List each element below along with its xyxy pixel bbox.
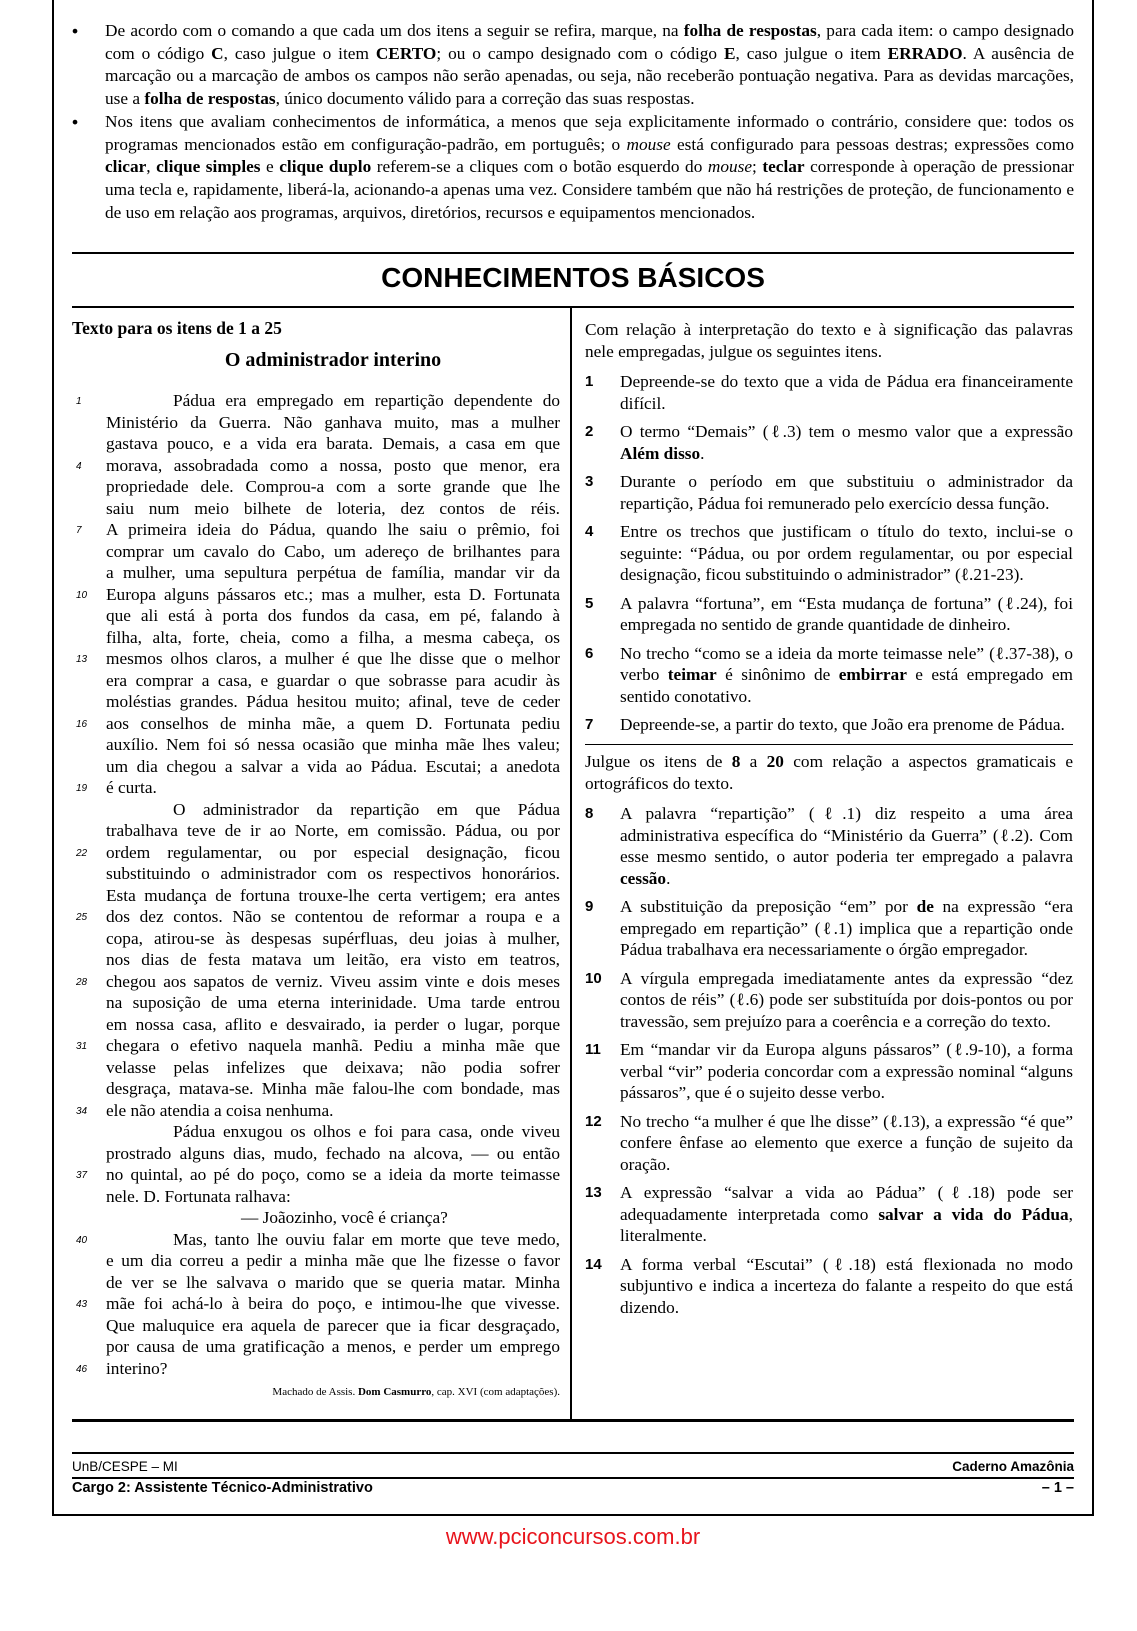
line-text: Pádua era empregado em repartição dependente do xyxy=(173,391,560,410)
text-run: No trecho “a mulher é que lhe disse” (ℓ.13), a expressão “é que” confere ênfase ao elemento que exerce a função de sujeito da oração. xyxy=(620,1111,1073,1174)
line-number: 43 xyxy=(76,1299,88,1310)
question-text xyxy=(620,1039,1073,1104)
line-text: e um dia correu a pedir a minha mãe que lhe fizesse o favor xyxy=(106,1251,560,1270)
divider xyxy=(72,1452,1074,1454)
question-text xyxy=(620,896,1073,961)
question-text xyxy=(620,593,1073,636)
footer-booklet: Caderno Amazônia xyxy=(952,1459,1074,1474)
line-text: Pádua enxugou os olhos e foi para casa, onde viveu xyxy=(173,1122,560,1141)
bold-text: clicar xyxy=(105,157,147,177)
line-text: na suposição de uma eterna interinidade. Uma tarde entrou xyxy=(106,993,560,1012)
bold-text: Dom Casmurro xyxy=(357,1386,432,1398)
footer-row xyxy=(72,1480,1074,1496)
line-number: 31 xyxy=(76,1041,88,1052)
question-text xyxy=(620,714,1073,736)
bold-text: 20 xyxy=(766,752,784,771)
passage-line xyxy=(72,1207,560,1229)
text-run: Julgue os itens de xyxy=(585,752,732,771)
question-number: 3 xyxy=(585,473,594,490)
passage-text xyxy=(72,390,560,1379)
bold-text: 8 xyxy=(731,752,741,771)
section-title: CONHECIMENTOS BÁSICOS xyxy=(381,262,765,293)
line-number: 16 xyxy=(76,718,88,730)
text-run: Entre os trechos que justificam o título do texto, inclui-se o seguinte: “Pádua, ou por ordem regulamentar, ou por especial designação, ficou substituindo o administrador” (ℓ.21-23). xyxy=(620,522,1073,584)
passage-line xyxy=(72,584,560,606)
line-text: O administrador da repartição em que Pádua xyxy=(173,799,560,819)
passage-source xyxy=(272,1386,560,1398)
passage-line xyxy=(72,1229,560,1251)
question-item xyxy=(585,896,1073,961)
passage-line xyxy=(72,906,560,928)
text-run: Machado de Assis. xyxy=(272,1386,358,1398)
passage-line xyxy=(72,476,560,498)
question-text xyxy=(620,421,1073,464)
passage-line xyxy=(72,1358,560,1380)
text-run: . xyxy=(700,443,705,463)
bold-text: folha de respostas xyxy=(683,21,817,40)
passage-line xyxy=(72,971,560,993)
line-text: Ministério da Guerra. Não ganhava muito, mas a mulher xyxy=(106,412,560,432)
line-number: 37 xyxy=(76,1170,88,1181)
question-number: 12 xyxy=(585,1112,602,1130)
question-text xyxy=(620,1182,1073,1247)
line-text: morava, assobradada como a nossa, posto que menor, era xyxy=(106,455,560,475)
question-number: 13 xyxy=(585,1184,602,1201)
line-text: chegou aos sapatos de verniz. Viveu assim vinte e dois meses xyxy=(106,971,560,991)
question-item xyxy=(585,1111,1073,1176)
question-number: 14 xyxy=(585,1255,602,1273)
text-run: com relação a aspectos gramaticais e ortográficos do texto. xyxy=(585,752,1073,793)
question-item xyxy=(585,1254,1073,1319)
text-run: a xyxy=(740,752,767,771)
bold-text: salvar a vida do Pádua xyxy=(878,1204,1069,1224)
divider xyxy=(72,1419,1074,1422)
question-number: 7 xyxy=(585,716,594,733)
question-text xyxy=(620,803,1073,889)
text-run: No trecho “como se a ideia da morte teimasse nele” (ℓ.37-38), o verbo xyxy=(620,643,1073,684)
passage-line xyxy=(72,691,560,713)
divider xyxy=(72,306,1074,308)
question-item xyxy=(585,1182,1073,1247)
line-number: 22 xyxy=(76,847,88,859)
text-run: e xyxy=(260,157,280,177)
passage-line xyxy=(72,1100,560,1122)
line-text: Europa alguns pássaros etc.; mas a mulher, esta D. Fortunata xyxy=(106,584,560,604)
line-text: copa, atirou-se às despesas supérfluas, deu joias à mulher, xyxy=(106,928,560,948)
text-run: A forma verbal “Escutai” (ℓ.18) está flexionada no modo subjuntivo e indica a incerteza do falante a respeito do que está dizendo. xyxy=(620,1254,1073,1317)
text-run: , xyxy=(146,157,157,177)
passage-line xyxy=(72,1272,560,1294)
passage-line xyxy=(72,1057,560,1079)
line-number: 46 xyxy=(76,1363,88,1375)
passage-line xyxy=(72,519,560,541)
bold-text: teclar xyxy=(762,157,805,177)
question-item xyxy=(585,421,1073,464)
question-item xyxy=(585,714,1073,736)
bold-text: C xyxy=(211,43,224,63)
line-number: 4 xyxy=(76,460,82,472)
passage-line xyxy=(72,498,560,520)
text-run: A substituição da preposição “em” por xyxy=(620,897,917,916)
question-number: 2 xyxy=(585,423,594,440)
bold-text: folha de respostas xyxy=(144,89,276,109)
text-run: , para cada item: o campo designado com o código xyxy=(105,21,1074,63)
text-run: Depreende-se do texto que a vida de Pádua era financeiramente difícil. xyxy=(620,372,1073,413)
bold-text: embirrar xyxy=(838,665,907,684)
bold-text: cessão xyxy=(620,868,667,888)
line-number: 28 xyxy=(76,976,88,988)
line-text: velasse pelas infelizes que deixava; não podia sofrer xyxy=(106,1057,560,1077)
text-run: O termo “Demais” (ℓ.3) tem o mesmo valor que a expressão xyxy=(620,422,1073,441)
passage-column xyxy=(72,318,560,1398)
column-divider xyxy=(570,308,572,1420)
text-run: , cap. XVI (com adaptações). xyxy=(431,1386,560,1398)
question-text xyxy=(620,371,1073,414)
passage-line xyxy=(72,605,560,627)
question-item xyxy=(585,471,1073,514)
italic-text: mouse xyxy=(626,134,671,154)
line-text: dos dez contos. Não se contentou de reformar a roupa e a xyxy=(106,907,560,926)
question-item xyxy=(585,371,1073,414)
text-run: , literalmente. xyxy=(620,1204,1073,1245)
line-text: no quintal, ao pé do poço, como se a ideia da morte teimasse xyxy=(106,1165,560,1184)
line-text: mesmos olhos claros, a mulher é que lhe disse que o melhor xyxy=(106,649,560,668)
passage-line xyxy=(72,1121,560,1143)
bullet-icon: • xyxy=(72,21,79,41)
text-run: De acordo com o comando a que cada um dos itens a seguir se refira, marque, na xyxy=(105,21,684,40)
line-text: de ver se lhe salvava o marido que se queria matar. Minha xyxy=(106,1272,560,1292)
text-run: está configurado para pessoas destras; expressões como xyxy=(670,134,1074,154)
line-text: gastava pouco, e a vida era barata. Demais, a casa em que xyxy=(106,434,560,453)
text-run: A expressão “salvar a vida ao Pádua” (ℓ.18) pode ser adequadamente interpretada como xyxy=(620,1183,1073,1224)
line-text: a mulher, uma sepultura perpétua de família, mandar vir da xyxy=(106,563,560,582)
line-text: era comprar a casa, e guardar o que sobrasse para acudir às xyxy=(106,670,560,690)
passage-title: O administrador interino xyxy=(224,349,442,371)
divider xyxy=(72,1477,1074,1479)
question-item xyxy=(585,593,1073,636)
footer-page-number: – 1 – xyxy=(1041,1480,1074,1496)
text-run: , único documento válido para a correção das suas respostas. xyxy=(275,89,695,109)
line-text: prostrado alguns dias, mudo, fechado na alcova, — ou então xyxy=(106,1143,560,1163)
text-run: Durante o período em que substituiu o administrador da repartição, Pádua foi remunerado pelo exercício dessa função. xyxy=(620,472,1073,513)
passage-line xyxy=(72,670,560,692)
passage-line xyxy=(72,1186,560,1208)
line-text: comprar um cavalo do Cabo, um adereço de brilhantes para xyxy=(106,541,560,561)
question-text xyxy=(620,1254,1073,1319)
bold-text: clique simples xyxy=(156,157,261,177)
line-text: por causa de uma gratificação a menos, e perder um emprego xyxy=(106,1337,560,1356)
instruction-item xyxy=(72,20,1074,111)
footer-position: Cargo 2: Assistente Técnico-Administrativo xyxy=(72,1480,373,1496)
text-run: corresponde à operação de pressionar uma tecla e, rapidamente, liberá-la, acionando-a apenas uma vez. Considere também que não há restrições de proteção, de funcionamento e de uso em relação aos programas, arquivos, diretórios, recursos e equipamentos mencionados. xyxy=(105,157,1074,222)
line-text: moléstias grandes. Pádua hesitou muito; afinal, teve de ceder xyxy=(106,692,560,711)
passage-line xyxy=(72,1078,560,1100)
line-text: em nossa casa, aflito e desvairado, ia perder o lugar, porque xyxy=(106,1014,560,1034)
passage-line xyxy=(72,1315,560,1337)
instruction-item xyxy=(72,111,1074,225)
question-number: 1 xyxy=(585,373,594,390)
line-number: 1 xyxy=(76,396,82,407)
passage-line xyxy=(72,562,560,584)
bold-text: E xyxy=(723,43,736,63)
passage-line xyxy=(72,648,560,670)
instructions xyxy=(72,20,1074,224)
text-run: ; ou o campo designado com o código xyxy=(436,43,724,63)
question-text xyxy=(620,471,1073,514)
passage-line xyxy=(72,885,560,907)
line-text: ordem regulamentar, ou por especial designação, ficou xyxy=(106,842,560,862)
line-text: interino? xyxy=(106,1358,168,1378)
question-item xyxy=(585,803,1073,889)
line-number: 40 xyxy=(76,1234,88,1246)
line-text: trabalhava teve de ir ao Norte, em comissão. Pádua, ou por xyxy=(106,821,560,840)
passage-line xyxy=(72,1293,560,1315)
passage-line xyxy=(72,541,560,563)
line-text: um dia chegou a salvar a vida ao Pádua. Escutai; a anedota xyxy=(106,756,560,776)
passage-line xyxy=(72,820,560,842)
text-run: A palavra “repartição” (ℓ.1) diz respeito a uma área administrativa específica do “Ministério da Guerra” (ℓ.2). Com esse mesmo sentido, o autor poderia ter empregado a palavra xyxy=(620,804,1073,866)
text-run: e está empregado em sentido conotativo. xyxy=(620,665,1073,706)
text-run: Depreende-se, a partir do texto, que João era prenome de Pádua. xyxy=(620,715,1065,734)
questions-intro: Com relação à interpretação do texto e à significação das palavras nele empregadas, julgue os seguintes itens. xyxy=(585,320,1073,361)
passage-line xyxy=(72,756,560,778)
line-number: 7 xyxy=(76,525,82,536)
passage-line xyxy=(72,713,560,735)
question-number: 10 xyxy=(585,969,602,987)
website-link[interactable]: www.pciconcursos.com.br xyxy=(445,1524,701,1549)
text-run: referem-se a cliques com o botão esquerdo do xyxy=(371,157,708,177)
bold-text: teimar xyxy=(667,665,717,684)
text-run: é sinônimo de xyxy=(716,665,839,684)
text-run: Em “mandar vir da Europa alguns pássaros” (ℓ.9-10), a forma verbal “vir” poderia concordar com a expressão nominal “alguns pássaros”, que é o sujeito desse verbo. xyxy=(620,1040,1073,1102)
line-text: aos conselhos de minha mãe, a quem D. Fortunata pediu xyxy=(106,713,560,733)
line-text: que ali está à porta dos fundos da casa, em pé, falando à xyxy=(106,606,560,625)
question-text xyxy=(620,521,1073,586)
line-text: mãe foi achá-lo à beira do poço, e intimou-lhe que vivesse. xyxy=(106,1294,560,1313)
passage-line xyxy=(72,799,560,821)
passage-line xyxy=(72,433,560,455)
text-run: , caso julgue o item xyxy=(735,43,888,63)
divider xyxy=(585,744,1073,746)
passage-line xyxy=(72,1164,560,1186)
question-item xyxy=(585,643,1073,708)
line-text: Que maluquice era aquela de parecer que ia ficar desgraçado, xyxy=(106,1315,560,1335)
line-number: 25 xyxy=(76,912,88,923)
footer-row xyxy=(72,1459,1074,1474)
line-text: é curta. xyxy=(106,778,157,797)
questions-intro xyxy=(585,751,1073,794)
passage-line xyxy=(72,842,560,864)
text-run: na expressão “era empregado em repartição” (ℓ.1) implica que a repartição onde Pádua trabalhava era necessariamente o órgão empregador. xyxy=(620,897,1073,959)
passage-line xyxy=(72,390,560,412)
questions-column xyxy=(585,319,1073,1318)
line-text: saiu num meio bilhete de loteria, dez contos de réis. xyxy=(106,498,560,518)
instruction-text xyxy=(105,20,1074,111)
line-text: Esta mudança de fortuna trouxe-lhe certa vertigem; era antes xyxy=(106,885,560,905)
bold-text: de xyxy=(916,897,934,916)
passage-line xyxy=(72,1250,560,1272)
text-run: , caso julgue o item xyxy=(223,43,376,63)
instruction-text xyxy=(105,111,1074,225)
line-number: 19 xyxy=(76,783,88,794)
bold-text: CERTO xyxy=(375,43,437,63)
question-number: 8 xyxy=(585,805,594,822)
passage-label: Texto para os itens de 1 a 25 xyxy=(72,318,282,338)
question-number: 11 xyxy=(585,1041,601,1058)
bold-text: Além disso xyxy=(620,443,701,463)
line-number: 34 xyxy=(76,1105,88,1117)
passage-line xyxy=(72,1143,560,1165)
line-text: nos dias de festa matava um leitão, era visto em teatros, xyxy=(106,950,560,969)
line-text: auxílio. Nem foi só nessa ocasião que minha mãe lhes valeu; xyxy=(106,735,560,754)
text-run: ; xyxy=(752,157,763,177)
question-text xyxy=(620,643,1073,708)
footer-org: UnB/CESPE – MI xyxy=(72,1459,178,1474)
text-run: . xyxy=(666,868,671,888)
passage-line xyxy=(72,777,560,799)
line-text: propriedade dele. Comprou-a com a sorte grande que lhe xyxy=(106,477,560,496)
line-text: chegara o efetivo naquela manhã. Pediu a minha mãe que xyxy=(106,1036,560,1055)
line-text: ele não atendia a coisa nenhuma. xyxy=(106,1100,334,1120)
line-text: desgraça, matava-se. Minha mãe falou-lhe com bondade, mas xyxy=(106,1079,560,1098)
line-text: Mas, tanto lhe ouviu falar em morte que teve medo, xyxy=(173,1229,560,1249)
line-number: 13 xyxy=(76,654,88,665)
passage-line xyxy=(72,1336,560,1358)
passage-line xyxy=(72,455,560,477)
line-number: 10 xyxy=(76,589,88,601)
passage-line xyxy=(72,627,560,649)
question-number: 6 xyxy=(585,644,594,662)
question-group xyxy=(585,371,1073,736)
bold-text: ERRADO xyxy=(887,43,963,63)
passage-line xyxy=(72,949,560,971)
passage-line xyxy=(72,992,560,1014)
question-item xyxy=(585,1039,1073,1104)
line-text: — Joãozinho, você é criança? xyxy=(241,1208,448,1227)
passage-line xyxy=(72,734,560,756)
question-item xyxy=(585,968,1073,1033)
question-text xyxy=(620,968,1073,1033)
passage-line xyxy=(72,412,560,434)
question-text xyxy=(620,1111,1073,1176)
passage-line xyxy=(72,1035,560,1057)
divider xyxy=(72,252,1074,254)
passage-line xyxy=(72,863,560,885)
text-run: A palavra “fortuna”, em “Esta mudança de fortuna” (ℓ.24), foi empregada no sentido de grande quantidade de dinheiro. xyxy=(620,593,1073,634)
italic-text: mouse xyxy=(707,157,753,177)
text-run: A vírgula empregada imediatamente antes da expressão “dez contos de réis” (ℓ.6) pode ser substituída por dois-pontos ou por travessão, sem prejuízo para a coerência e a correção do texto. xyxy=(620,968,1073,1031)
question-group xyxy=(585,803,1073,1318)
bullet-icon: • xyxy=(72,111,79,132)
passage-line xyxy=(72,928,560,950)
text-run: Nos itens que avaliam conhecimentos de informática, a menos que seja explicitamente informado o contrário, considere que: todos os programas mencionados estão em configuração-padrão, em português; o xyxy=(105,111,1074,154)
line-text: nele. D. Fortunata ralhava: xyxy=(106,1186,291,1206)
question-number: 5 xyxy=(585,594,594,612)
line-text: filha, alta, forte, cheia, como a filha, a mesma cabeça, os xyxy=(106,627,560,647)
passage-line xyxy=(72,1014,560,1036)
line-text: substituindo o administrador com os respectivos honorários. xyxy=(106,864,560,883)
line-text: A primeira ideia do Pádua, quando lhe saiu o prêmio, foi xyxy=(106,520,560,539)
question-item xyxy=(585,521,1073,586)
bold-text: clique duplo xyxy=(279,157,372,177)
question-number: 4 xyxy=(585,523,594,540)
text-run: . A ausência de marcação ou a marcação de ambos os campos não serão apenadas, ou seja, não receberão pontuação negativa. Para as devidas marcações, use a xyxy=(105,43,1074,109)
question-number: 9 xyxy=(585,898,594,915)
